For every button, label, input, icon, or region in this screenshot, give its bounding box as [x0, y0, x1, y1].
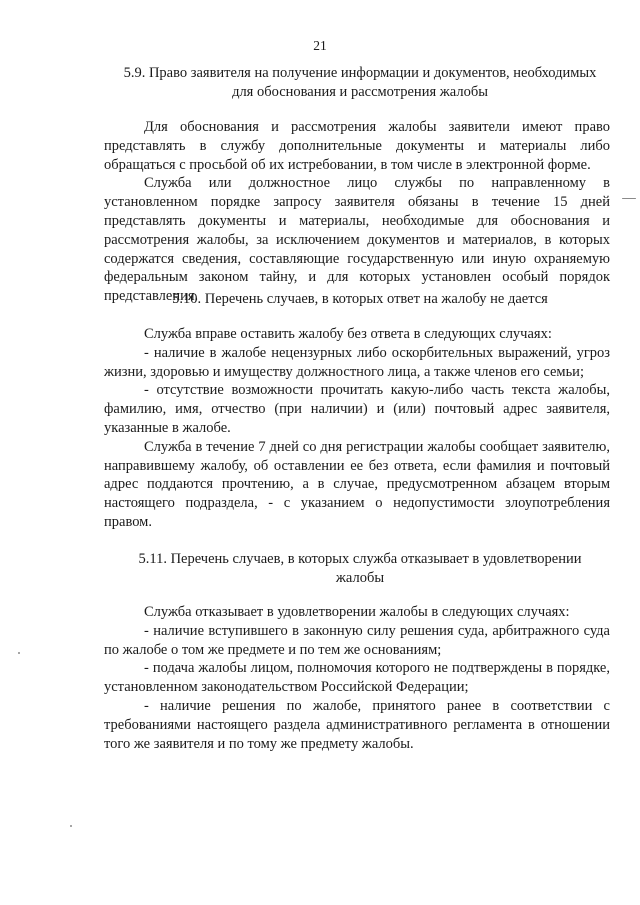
list-item: - отсутствие возможности прочитать какую-либо часть текста жалобы, фамилию, имя, отчество (при наличии) и (или) почтовый адрес заявителя, указанные в жалобе. — [104, 382, 610, 436]
heading-line: жалобы — [335, 570, 385, 586]
heading-line: 5.10. Перечень случаев, в которых ответ на жалобу не дается — [172, 291, 548, 307]
paragraph: Служба или должностное лицо службы по направленному в установленном порядке запросу заявителя обязаны в течение 15 дней представлять документы и материалы, необходимые для обоснования и рассмотрения жалобы, за исключением документов и материалов, в которых содержатся сведения, составляющие государственную или иную охраняемую федеральным законом тайну, и для которых установлен особый порядок представления. — [104, 175, 610, 305]
section-heading-5-10 — [100, 290, 620, 309]
paragraph: Служба отказывает в удовлетворении жалобы в следующих случаях: — [144, 604, 570, 620]
scan-speck — [70, 825, 72, 827]
paragraph: Для обоснования и рассмотрения жалобы заявители имеют право представлять в службу дополнительные документы и материалы либо обращаться с просьбой об их истребовании, в том числе в электронной форме. — [104, 119, 610, 173]
heading-line: 5.9. Право заявителя на получение информации и документов, необходимых — [123, 65, 597, 81]
scan-speck — [18, 652, 20, 654]
list-item: - подача жалобы лицом, полномочия которого не подтверждены в порядке, установленном законодательством Российской Федерации; — [104, 660, 610, 696]
paragraph: Служба вправе оставить жалобу без ответа в следующих случаях: — [144, 326, 552, 342]
paragraph: Служба в течение 7 дней со дня регистрации жалобы сообщает заявителю, направившему жалобу, об оставлении ее без ответа, если фамилия и почтовый адрес поддаются прочтению, а в случае, предусмотренном абзацем вторым настоящего подраздела, - с указанием о недопустимости злоупотребления правом. — [104, 438, 610, 530]
section-body-5-11 — [104, 603, 610, 753]
heading-line: для обоснования и рассмотрения жалобы — [232, 84, 488, 100]
section-body-5-10 — [104, 325, 610, 532]
list-item: - наличие решения по жалобе, принятого ранее в соответствии с требованиями настоящего раздела административного регламента в отношении того же заявителя и по тому же предмету жалобы. — [104, 697, 610, 752]
scan-speck — [622, 198, 636, 199]
section-heading-5-11 — [100, 550, 620, 588]
section-heading-5-9 — [100, 64, 620, 102]
page-number: 21 — [313, 38, 327, 53]
list-item: - наличие вступившего в законную силу решения суда, арбитражного суда по жалобе о том же предмете и по тем же основаниям; — [104, 622, 610, 658]
heading-line: 5.11. Перечень случаев, в которых служба отказывает в удовлетворении — [138, 551, 582, 567]
list-item: - наличие в жалобе нецензурных либо оскорбительных выражений, угроз жизни, здоровью и имуществу должностного лица, а также членов его семьи; — [104, 344, 610, 380]
section-body-5-9 — [104, 118, 610, 306]
